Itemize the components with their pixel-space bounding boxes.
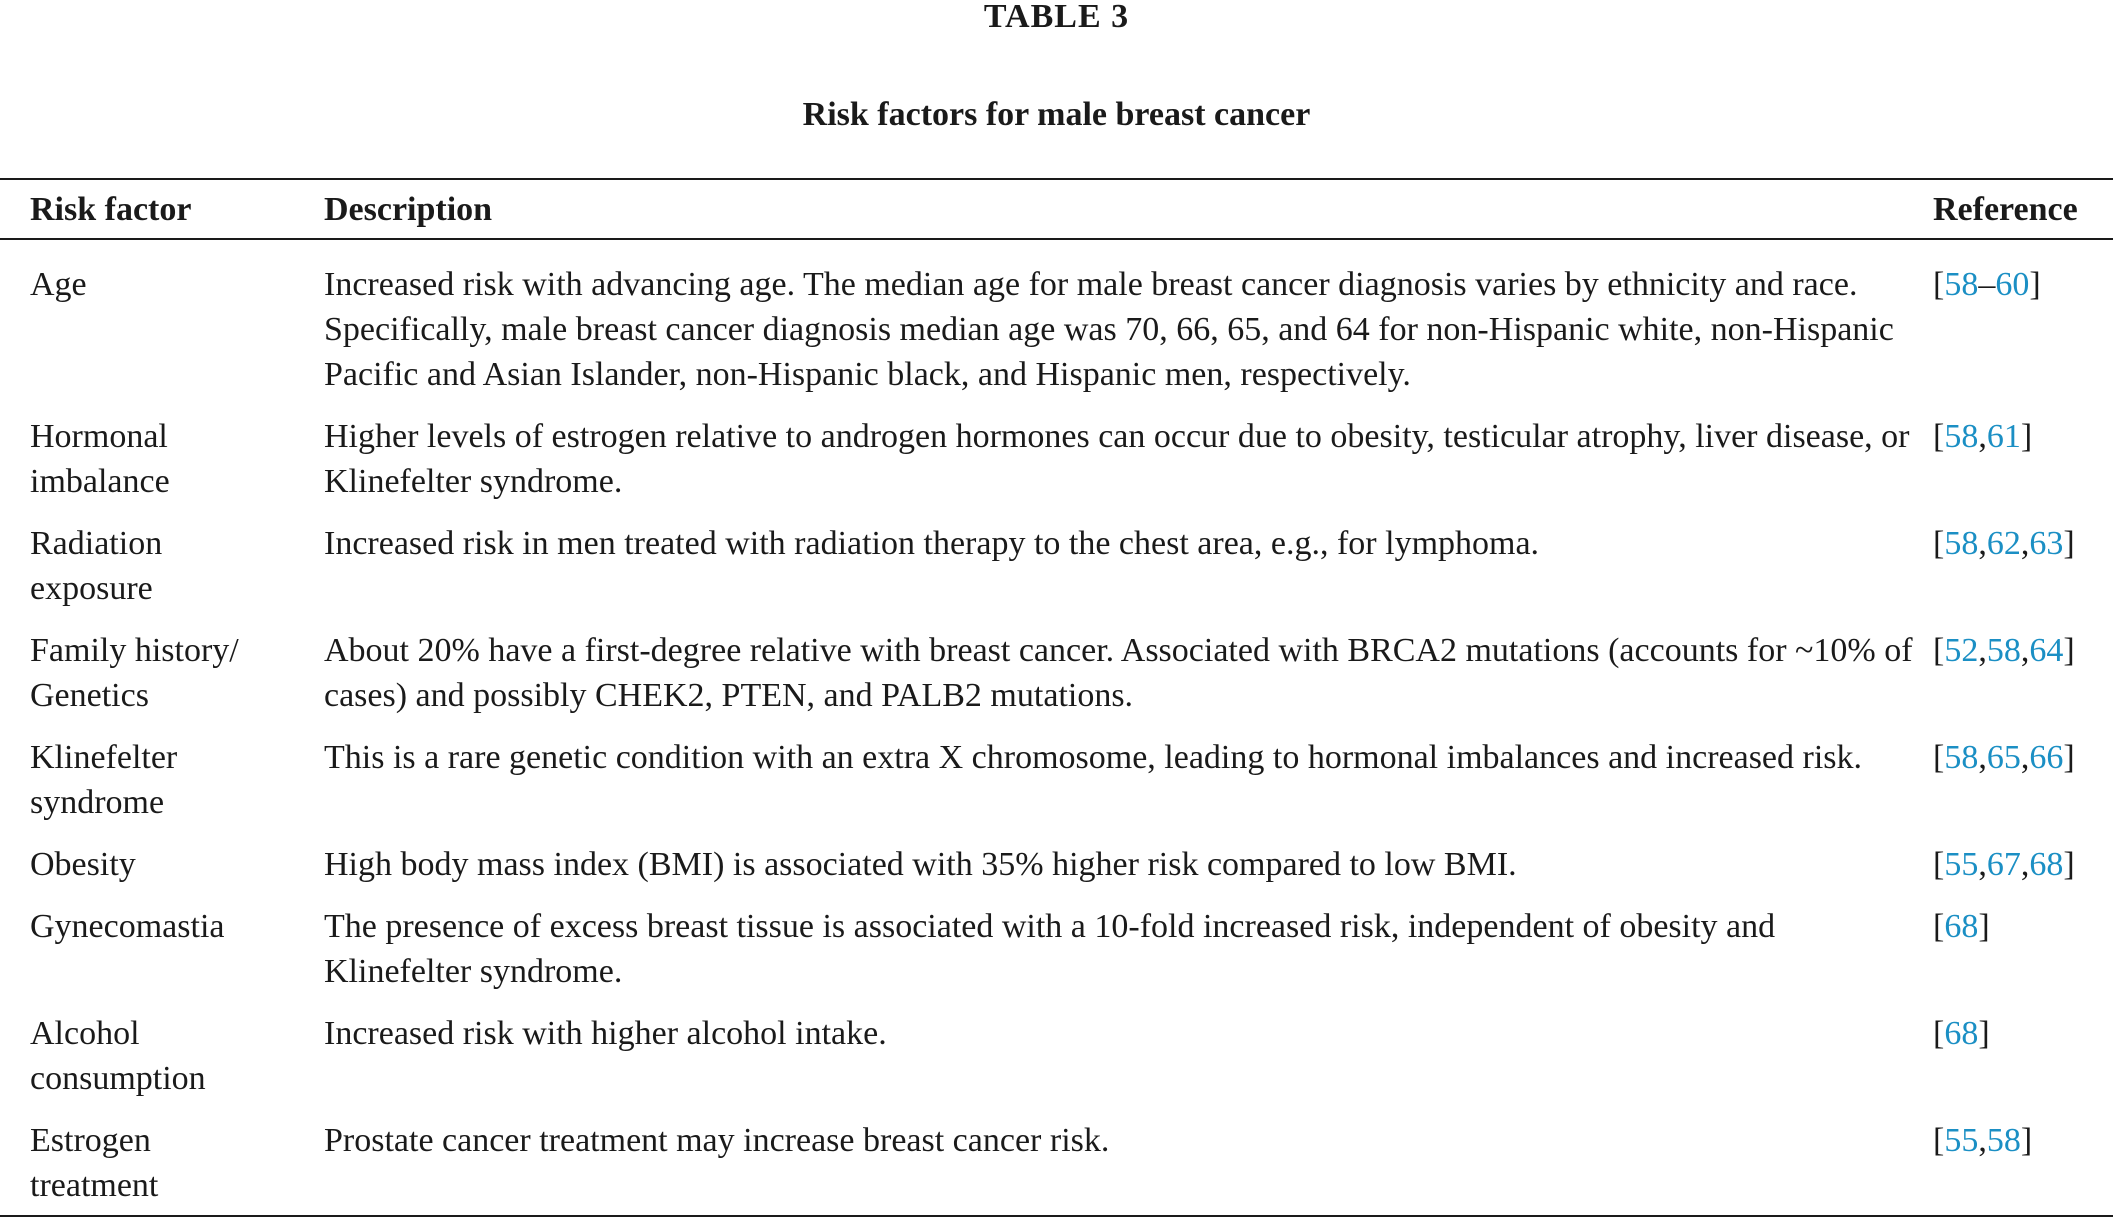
risk-factor-text: Genetics (30, 677, 149, 714)
reference-bracket-close: ] (1978, 1015, 1990, 1052)
reference-link[interactable]: 52 (1944, 632, 1979, 669)
reference-link[interactable]: 63 (2029, 525, 2064, 562)
reference-link[interactable]: 58 (1944, 266, 1979, 303)
risk-factor-text: consumption (30, 1060, 206, 1097)
reference-bracket-close: ] (1978, 908, 1990, 945)
risk-factor-text: syndrome (30, 784, 165, 821)
risk-factor-cell (0, 239, 324, 404)
header-risk-factor: Risk factor (30, 190, 192, 228)
reference-cell (1933, 725, 2113, 832)
reference-link[interactable]: 58 (1944, 525, 1979, 562)
reference-cell (1933, 1001, 2113, 1108)
risk-factor-cell (0, 725, 324, 832)
description-cell: Increased risk in men treated with radiation therapy to the chest area, e.g., for lymphoma. (324, 525, 1540, 562)
reference-cell (1933, 1108, 2113, 1216)
table-row (0, 239, 2113, 404)
reference-link[interactable]: 68 (2029, 846, 2064, 883)
reference-link[interactable]: 58 (1986, 1122, 2021, 1159)
reference-cell (1933, 618, 2113, 725)
table-header (0, 179, 2113, 239)
reference-cell (1933, 832, 2113, 894)
reference-bracket-close: ] (2063, 846, 2075, 883)
description-cell: About 20% have a first-degree relative with breast cancer. Associated with BRCA2 mutations (accounts for ~10% of cases) and possibly CHEK2, PTEN, and PALB2 mutations. (324, 632, 1913, 714)
risk-factor-text: Estrogen (30, 1122, 151, 1159)
risk-factor-text: treatment (30, 1167, 159, 1204)
reference-bracket-open: [ (1933, 1015, 1945, 1052)
risk-factor-text: Klinefelter (30, 739, 178, 776)
risk-factor-cell (0, 894, 324, 1001)
reference-link[interactable]: 58 (1944, 739, 1979, 776)
header-description: Description (324, 190, 493, 228)
reference-bracket-open: [ (1933, 739, 1945, 776)
reference-separator: , (1978, 418, 1987, 455)
table-caption: Risk factors for male breast cancer (802, 96, 1311, 133)
reference-cell (1933, 239, 2113, 404)
reference-link[interactable]: 68 (1944, 908, 1979, 945)
reference-bracket-close: ] (2020, 1122, 2033, 1159)
reference-bracket-open: [ (1933, 525, 1945, 562)
description-cell: Increased risk with advancing age. The median age for male breast cancer diagnosis varies by ethnicity and race. Specifically, male breast cancer diagnosis median age was 70, 66, 65, and 64 for non-Hispanic white, non-Hispanic Pacific and Asian Islander, non-Hispanic black, and Hispanic men, respectively. (324, 266, 1894, 393)
reference-bracket-open: [ (1933, 908, 1945, 945)
risk-factor-text: exposure (30, 570, 153, 607)
reference-separator: , (2020, 525, 2030, 562)
header-row (0, 179, 2113, 239)
reference-link[interactable]: 65 (1986, 739, 2021, 776)
reference-bracket-close: ] (2063, 632, 2075, 669)
table-row (0, 404, 2113, 511)
reference-separator: , (2020, 632, 2030, 669)
table-row (0, 894, 2113, 1001)
table-label: TABLE 3 (983, 0, 1130, 35)
description-cell: High body mass index (BMI) is associated with 35% higher risk compared to low BMI. (324, 846, 1517, 883)
reference-bracket-close: ] (2063, 739, 2075, 776)
risk-factor-text: Radiation (30, 525, 163, 562)
reference-link[interactable]: 61 (1986, 418, 2021, 455)
risk-factors-table (0, 178, 2113, 1217)
risk-factor-text: Hormonal (30, 418, 168, 455)
risk-factor-cell (0, 404, 324, 511)
reference-link[interactable]: 66 (2029, 739, 2064, 776)
reference-link[interactable]: 58 (1986, 632, 2021, 669)
risk-factor-text: Alcohol (30, 1015, 140, 1052)
reference-link[interactable]: 60 (1995, 266, 2030, 303)
reference-separator: , (1978, 632, 1987, 669)
reference-cell (1933, 404, 2113, 511)
risk-factor-text: imbalance (30, 463, 170, 500)
reference-bracket-close: ] (2029, 266, 2041, 303)
description-cell: This is a rare genetic condition with an extra X chromosome, leading to hormonal imbalances and increased risk. (324, 739, 1863, 776)
risk-factor-text: Age (30, 266, 87, 303)
description-cell: Prostate cancer treatment may increase breast cancer risk. (324, 1122, 1110, 1159)
reference-bracket-open: [ (1933, 632, 1945, 669)
reference-link[interactable]: 55 (1944, 846, 1979, 883)
table-row (0, 1108, 2113, 1216)
table-row (0, 618, 2113, 725)
reference-link[interactable]: 64 (2029, 632, 2064, 669)
reference-bracket-open: [ (1933, 266, 1945, 303)
reference-bracket-open: [ (1933, 846, 1945, 883)
risk-factor-cell (0, 1108, 324, 1216)
reference-link[interactable]: 55 (1944, 1122, 1979, 1159)
reference-link[interactable]: 58 (1944, 418, 1979, 455)
risk-factor-text: Gynecomastia (30, 908, 225, 945)
reference-link[interactable]: 62 (1986, 525, 2021, 562)
reference-bracket-open: [ (1933, 1122, 1945, 1159)
reference-bracket-open: [ (1933, 418, 1945, 455)
reference-separator: , (2020, 846, 2030, 883)
reference-bracket-close: ] (2020, 418, 2033, 455)
reference-bracket-close: ] (2063, 525, 2075, 562)
risk-factor-cell (0, 832, 324, 894)
reference-separator: – (1978, 266, 1996, 303)
header-reference: Reference (1933, 190, 2078, 228)
table-body (0, 239, 2113, 1216)
reference-link[interactable]: 68 (1944, 1015, 1979, 1052)
reference-separator: , (2020, 739, 2030, 776)
risk-factor-text: Family history/ (30, 632, 239, 669)
reference-separator: , (1978, 1122, 1987, 1159)
description-cell: The presence of excess breast tissue is associated with a 10-fold increased risk, independent of obesity and Klinefelter syndrome. (324, 908, 1776, 990)
risk-factor-text: Obesity (30, 846, 136, 883)
reference-cell (1933, 894, 2113, 1001)
table-row (0, 1001, 2113, 1108)
reference-link[interactable]: 67 (1986, 846, 2021, 883)
reference-separator: , (1978, 525, 1987, 562)
risk-factor-cell (0, 1001, 324, 1108)
table-row (0, 832, 2113, 894)
description-cell: Increased risk with higher alcohol intake. (324, 1015, 887, 1052)
risk-factor-cell (0, 511, 324, 618)
reference-separator: , (1978, 846, 1987, 883)
reference-separator: , (1978, 739, 1987, 776)
table-row (0, 511, 2113, 618)
risk-factor-cell (0, 618, 324, 725)
table-row (0, 725, 2113, 832)
description-cell: Higher levels of estrogen relative to androgen hormones can occur due to obesity, testicular atrophy, liver disease, or Klinefelter syndrome. (324, 418, 1910, 500)
reference-cell (1933, 511, 2113, 618)
